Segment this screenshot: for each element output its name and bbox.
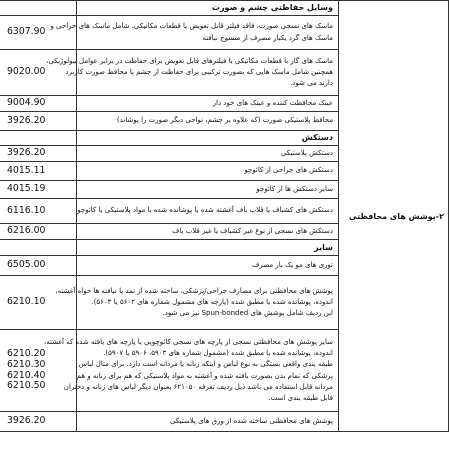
hs-code: 6210.50 <box>7 380 46 392</box>
description-cell <box>77 181 339 199</box>
description-cell <box>43 330 339 412</box>
description-cell <box>55 276 339 330</box>
hs-code-cell <box>0 146 77 162</box>
description-line: همچنین شامل ماسک هایی که بصورت ترکیبی برای حفاظت از چشم یا محافظ صورت کاربرد <box>65 67 333 76</box>
section-title: دستکش <box>77 131 339 146</box>
description-line: توری های مو یک بار مصرف <box>252 260 333 269</box>
hs-code: 6210.10 <box>7 296 46 308</box>
hs-code: 9004.90 <box>7 97 46 109</box>
description-cell <box>77 224 339 240</box>
description-line: سایر پوشش های محافظتی نسجی از پارچه های نسجی کائوچویی یا پارچه های بافته شده که آغشته، <box>43 337 333 346</box>
description-line: دارند می شود. <box>290 79 333 88</box>
code-cell-empty <box>0 1 77 16</box>
description-cell <box>50 16 339 50</box>
hs-code: 3926.20 <box>7 415 46 427</box>
hs-code: 6216.00 <box>7 225 46 237</box>
hs-code: 6210.30 <box>7 358 46 370</box>
hs-code-cell <box>0 224 77 240</box>
hs-code: 9020.00 <box>7 66 46 78</box>
description-line: پزشکی که تمام بدن بصورت بافته شده و آغشته به مواد پلاستیکی که هم برای زنانه و هم <box>76 371 333 380</box>
hs-code: 6116.10 <box>7 204 46 216</box>
hs-code-cell <box>0 181 77 199</box>
hs-code-cell <box>0 256 77 276</box>
description-line: عینک محافظت کننده و عینک های خود دار <box>212 98 333 107</box>
description-cell <box>77 256 339 276</box>
hs-code-cell <box>0 96 77 112</box>
code-cell-empty <box>0 131 77 146</box>
description-line: مردانه قابل استفاده می باشد ذیل ردیف تعرفه ۶۲۱۰۵۰ بعنوان دیگر لباس های زنانه و دختران <box>63 382 333 391</box>
description-cell <box>77 162 339 181</box>
hs-code: 6307.90 <box>7 26 46 38</box>
hs-code-cell <box>0 199 77 224</box>
description-line: ماسک های گاز با قطعات مکانیکی یا فیلترهای قابل تعویض برای حفاظت در برابر عوامل بیولوژیکی، <box>46 56 333 65</box>
description-cell <box>77 146 339 162</box>
hs-code: 6505.00 <box>7 259 46 271</box>
hs-code-cell <box>0 412 77 432</box>
hs-code-cell <box>0 112 77 131</box>
description-line: ماسک های نسجی صورت، فاقد فیلتر قابل تعویض یا قطعات مکانیکی، شامل ماسک های جراحی و <box>50 22 333 31</box>
hs-code-cell <box>0 276 77 330</box>
section-title: وسایل حفاظتی چشم و صورت <box>77 1 339 16</box>
description-line: محافظ پلاستیکی صورت (که علاوه بر چشم، نواحی دیگر صورت را پوشاند) <box>116 116 333 125</box>
description-line: دستکش های کشباف یا قلاب باف آغشته شده یا پوشانده شده با مواد پلاستیکی یا کائوچو <box>77 206 333 215</box>
description-line: دستکش های نسجی از نوع غیر کشباف یا غیر قلاب باف <box>172 226 333 235</box>
section-title: سایر <box>77 240 339 256</box>
category-label: ۲-پوشش های محافظتی <box>339 1 449 432</box>
description-cell <box>46 50 339 96</box>
description-line: قابل طبقه بندی است. <box>268 393 333 402</box>
hs-code: 6210.20 <box>7 347 46 359</box>
hs-code: 4015.11 <box>7 164 46 176</box>
description-cell <box>77 112 339 131</box>
description-cell <box>77 412 339 432</box>
description-line: دستکش های جراحی از کائوچو <box>244 166 333 175</box>
hs-code: 6210.40 <box>7 369 46 381</box>
hs-code: 3926.20 <box>7 114 46 126</box>
description-line: اندوده، پوشانده شده یا مطبق شده (پارچه های مشمول شماره های ۵۶۰۲ یا ۵۶۰۳). <box>91 297 333 306</box>
description-line: این ردیف شامل پوشش های Spun-bonded نیز می شود. <box>162 309 333 318</box>
description-line: دستکش پلاستیکی <box>280 148 333 157</box>
description-cell <box>77 96 339 112</box>
description-cell <box>77 199 339 224</box>
description-line: اندوده، پوشانده شده یا مطبق شده (مشمول شماره های ۵۹۰۳، ۵۹۰۶ یا ۵۹۰۷). <box>103 349 333 358</box>
description-line: پوشش های محافظتی ساخته شده از ورق های پلاستیکی <box>169 416 333 425</box>
description-line: ماسک های گرد یکبار مصرف از منسوج نبافته <box>202 33 333 42</box>
description-line: سایر دستکش ها از کائوچو <box>256 184 333 193</box>
code-cell-empty <box>0 240 77 256</box>
description-line: طبقه بندی واقعی بستگی به نوع لباس و اینکه زنانه یا مردانه است دارد. برای مثال لباس <box>78 360 333 369</box>
description-line: پوشش های محافظتی برای مصارف جراحی/پزشکی، ساخته شده از نمد یا نبافته ها خواه آغشته، <box>55 286 333 295</box>
hs-code: 4015.19 <box>7 183 46 195</box>
hs-code-cell <box>0 162 77 181</box>
hs-code: 3926.20 <box>7 147 46 159</box>
